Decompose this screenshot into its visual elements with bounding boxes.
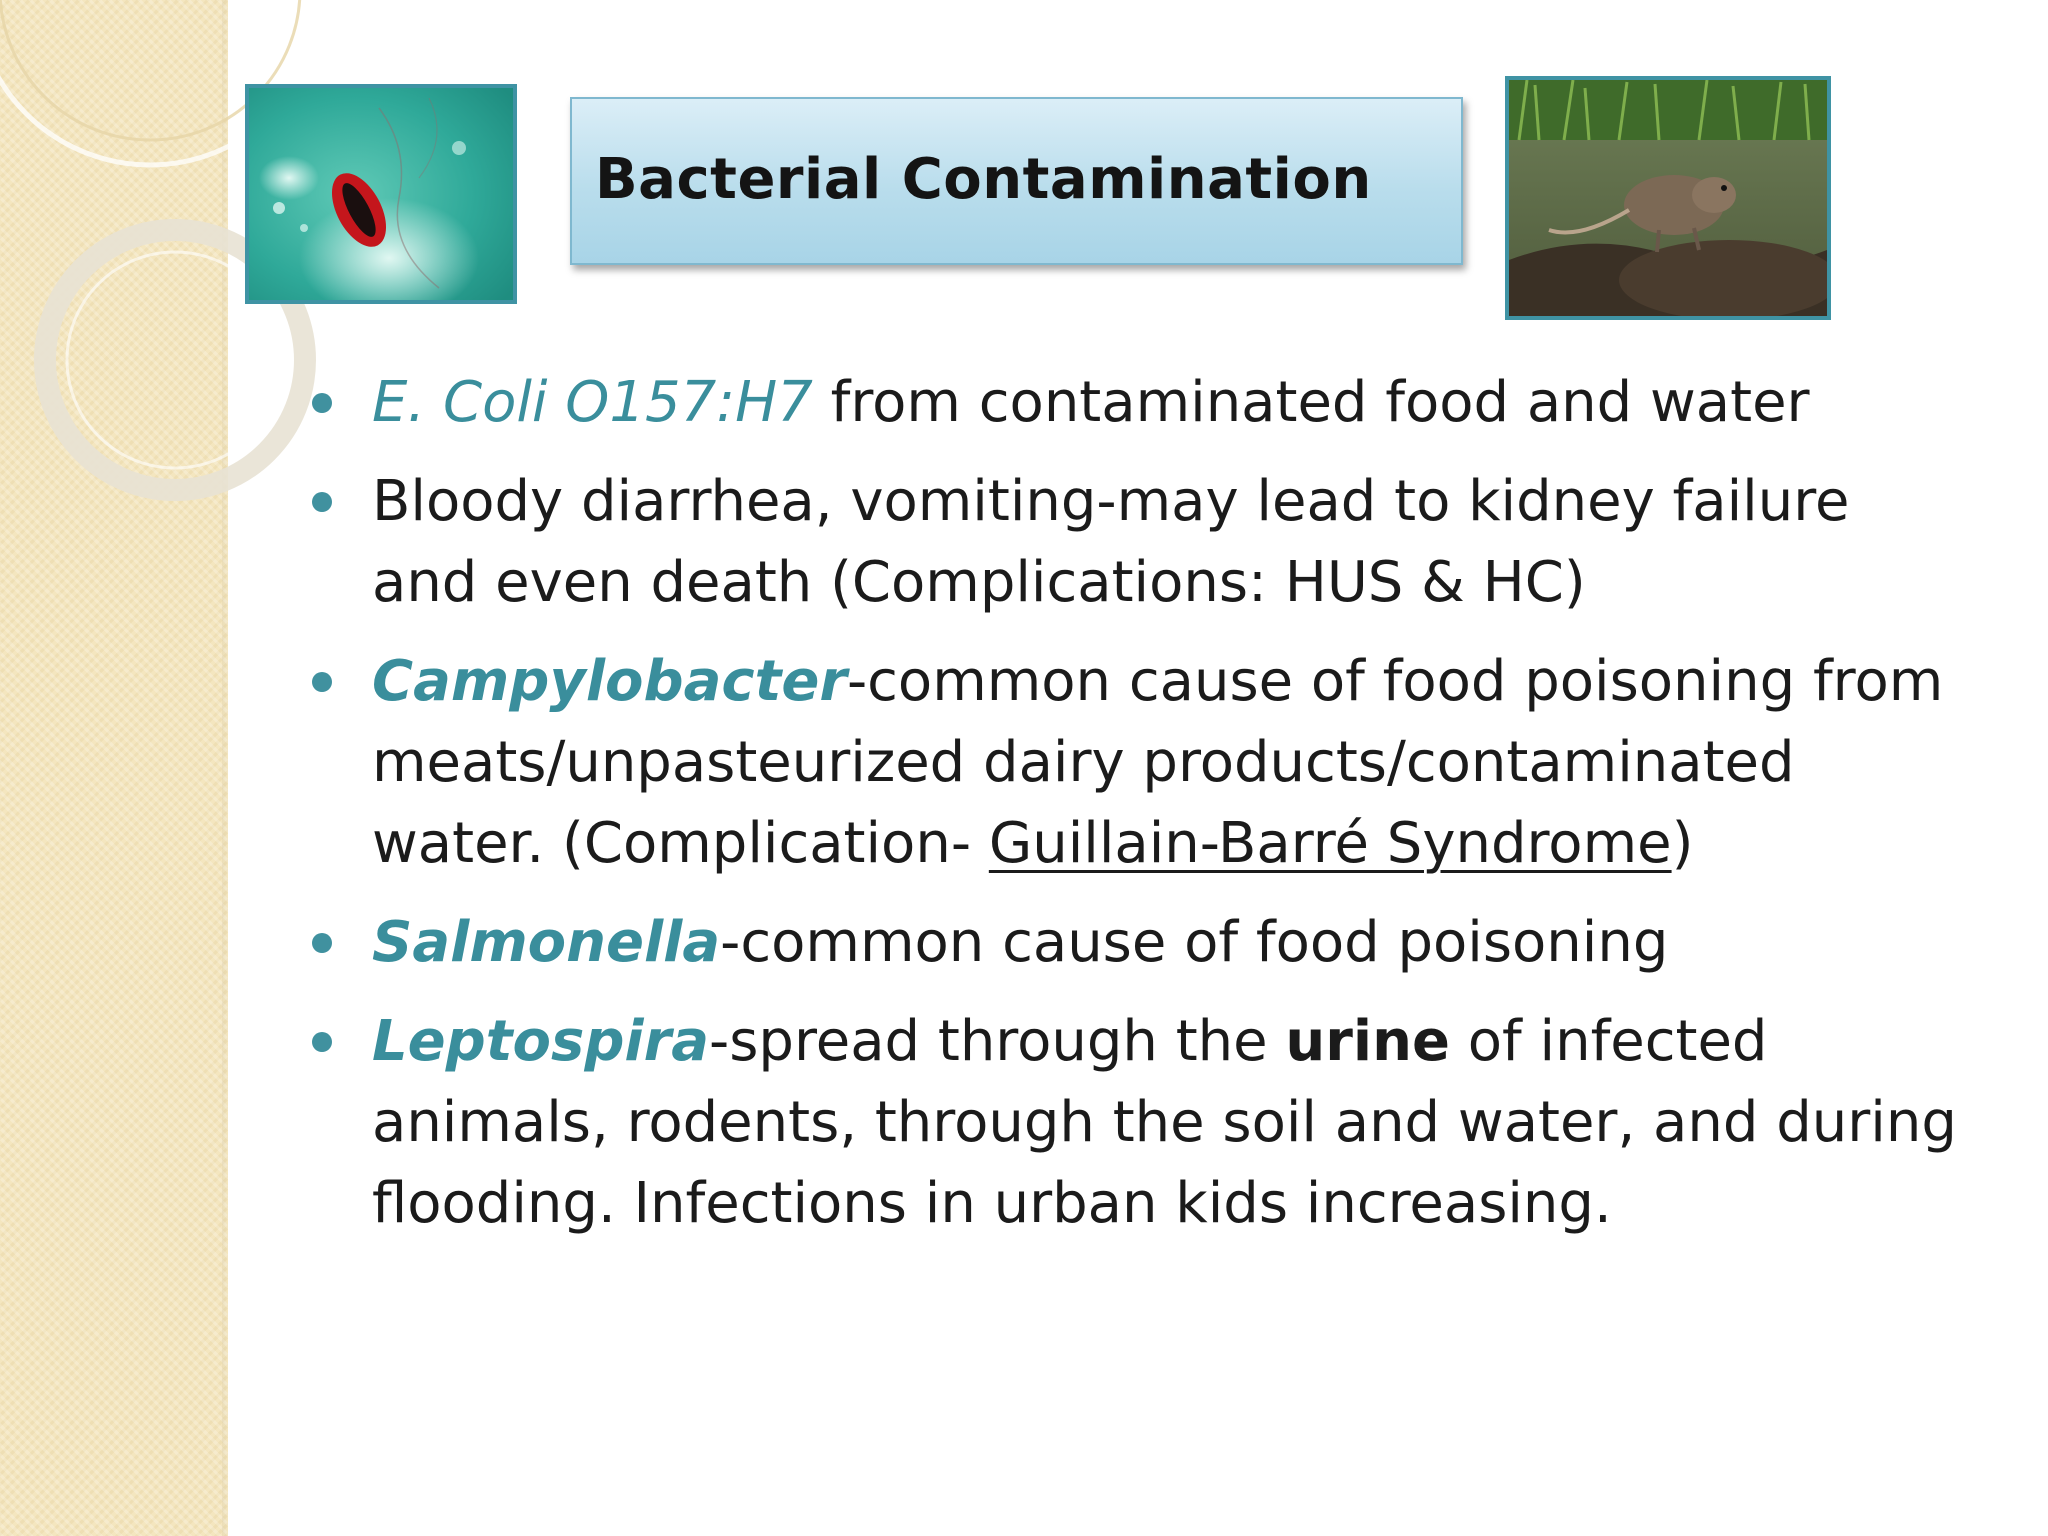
bullet-leptospira: [300, 1001, 1960, 1244]
bacterium-micrograph-image: [249, 88, 513, 300]
rat-photo: [1505, 76, 1831, 320]
bullet-text: -spread through the: [709, 1009, 1286, 1074]
bacterium-photo: [245, 84, 517, 304]
bullet-salmonella: [300, 902, 1960, 983]
bullet-dot-icon: [312, 393, 332, 413]
bullet-dot-icon: [312, 492, 332, 512]
bullet-campylobacter: [300, 641, 1960, 884]
bullet-text: from contaminated food and water: [812, 370, 1810, 435]
bullet-symptoms: [300, 461, 1960, 623]
bullet-list: [300, 362, 1960, 1262]
bullet-dot-icon: [312, 672, 332, 692]
bullet-dot-icon: [312, 933, 332, 953]
bullet-text-end: of infected animals, rodents, through the soil and water, and during flooding. Infections in urban kids increasing.: [372, 1009, 1957, 1236]
bullet-text-end: ): [1671, 811, 1694, 876]
bullet-dot-icon: [312, 1032, 332, 1052]
term-leptospira: Leptospira: [372, 1009, 710, 1074]
guillain-barre-link[interactable]: Guillain-Barré Syndrome: [988, 811, 1672, 876]
bullet-ecoli: [300, 362, 1960, 443]
term-salmonella: Salmonella: [372, 910, 721, 975]
bullet-text: -common cause of food poisoning from meats/unpasteurized dairy products/contaminated water. (Complication-: [372, 649, 1944, 876]
term-ecoli: E. Coli O157:H7: [372, 370, 813, 435]
bullet-text: Bloody diarrhea, vomiting-may lead to kidney failure and even death (Complications: HUS & HC): [372, 469, 1850, 615]
term-campylobacter: Campylobacter: [372, 649, 847, 714]
title-banner: [570, 97, 1463, 265]
page-title: Bacterial Contamination: [595, 147, 1372, 212]
rat-by-water-image: [1509, 80, 1827, 316]
emphasis-urine: urine: [1285, 1009, 1450, 1074]
bullet-text: -common cause of food poisoning: [720, 910, 1669, 975]
